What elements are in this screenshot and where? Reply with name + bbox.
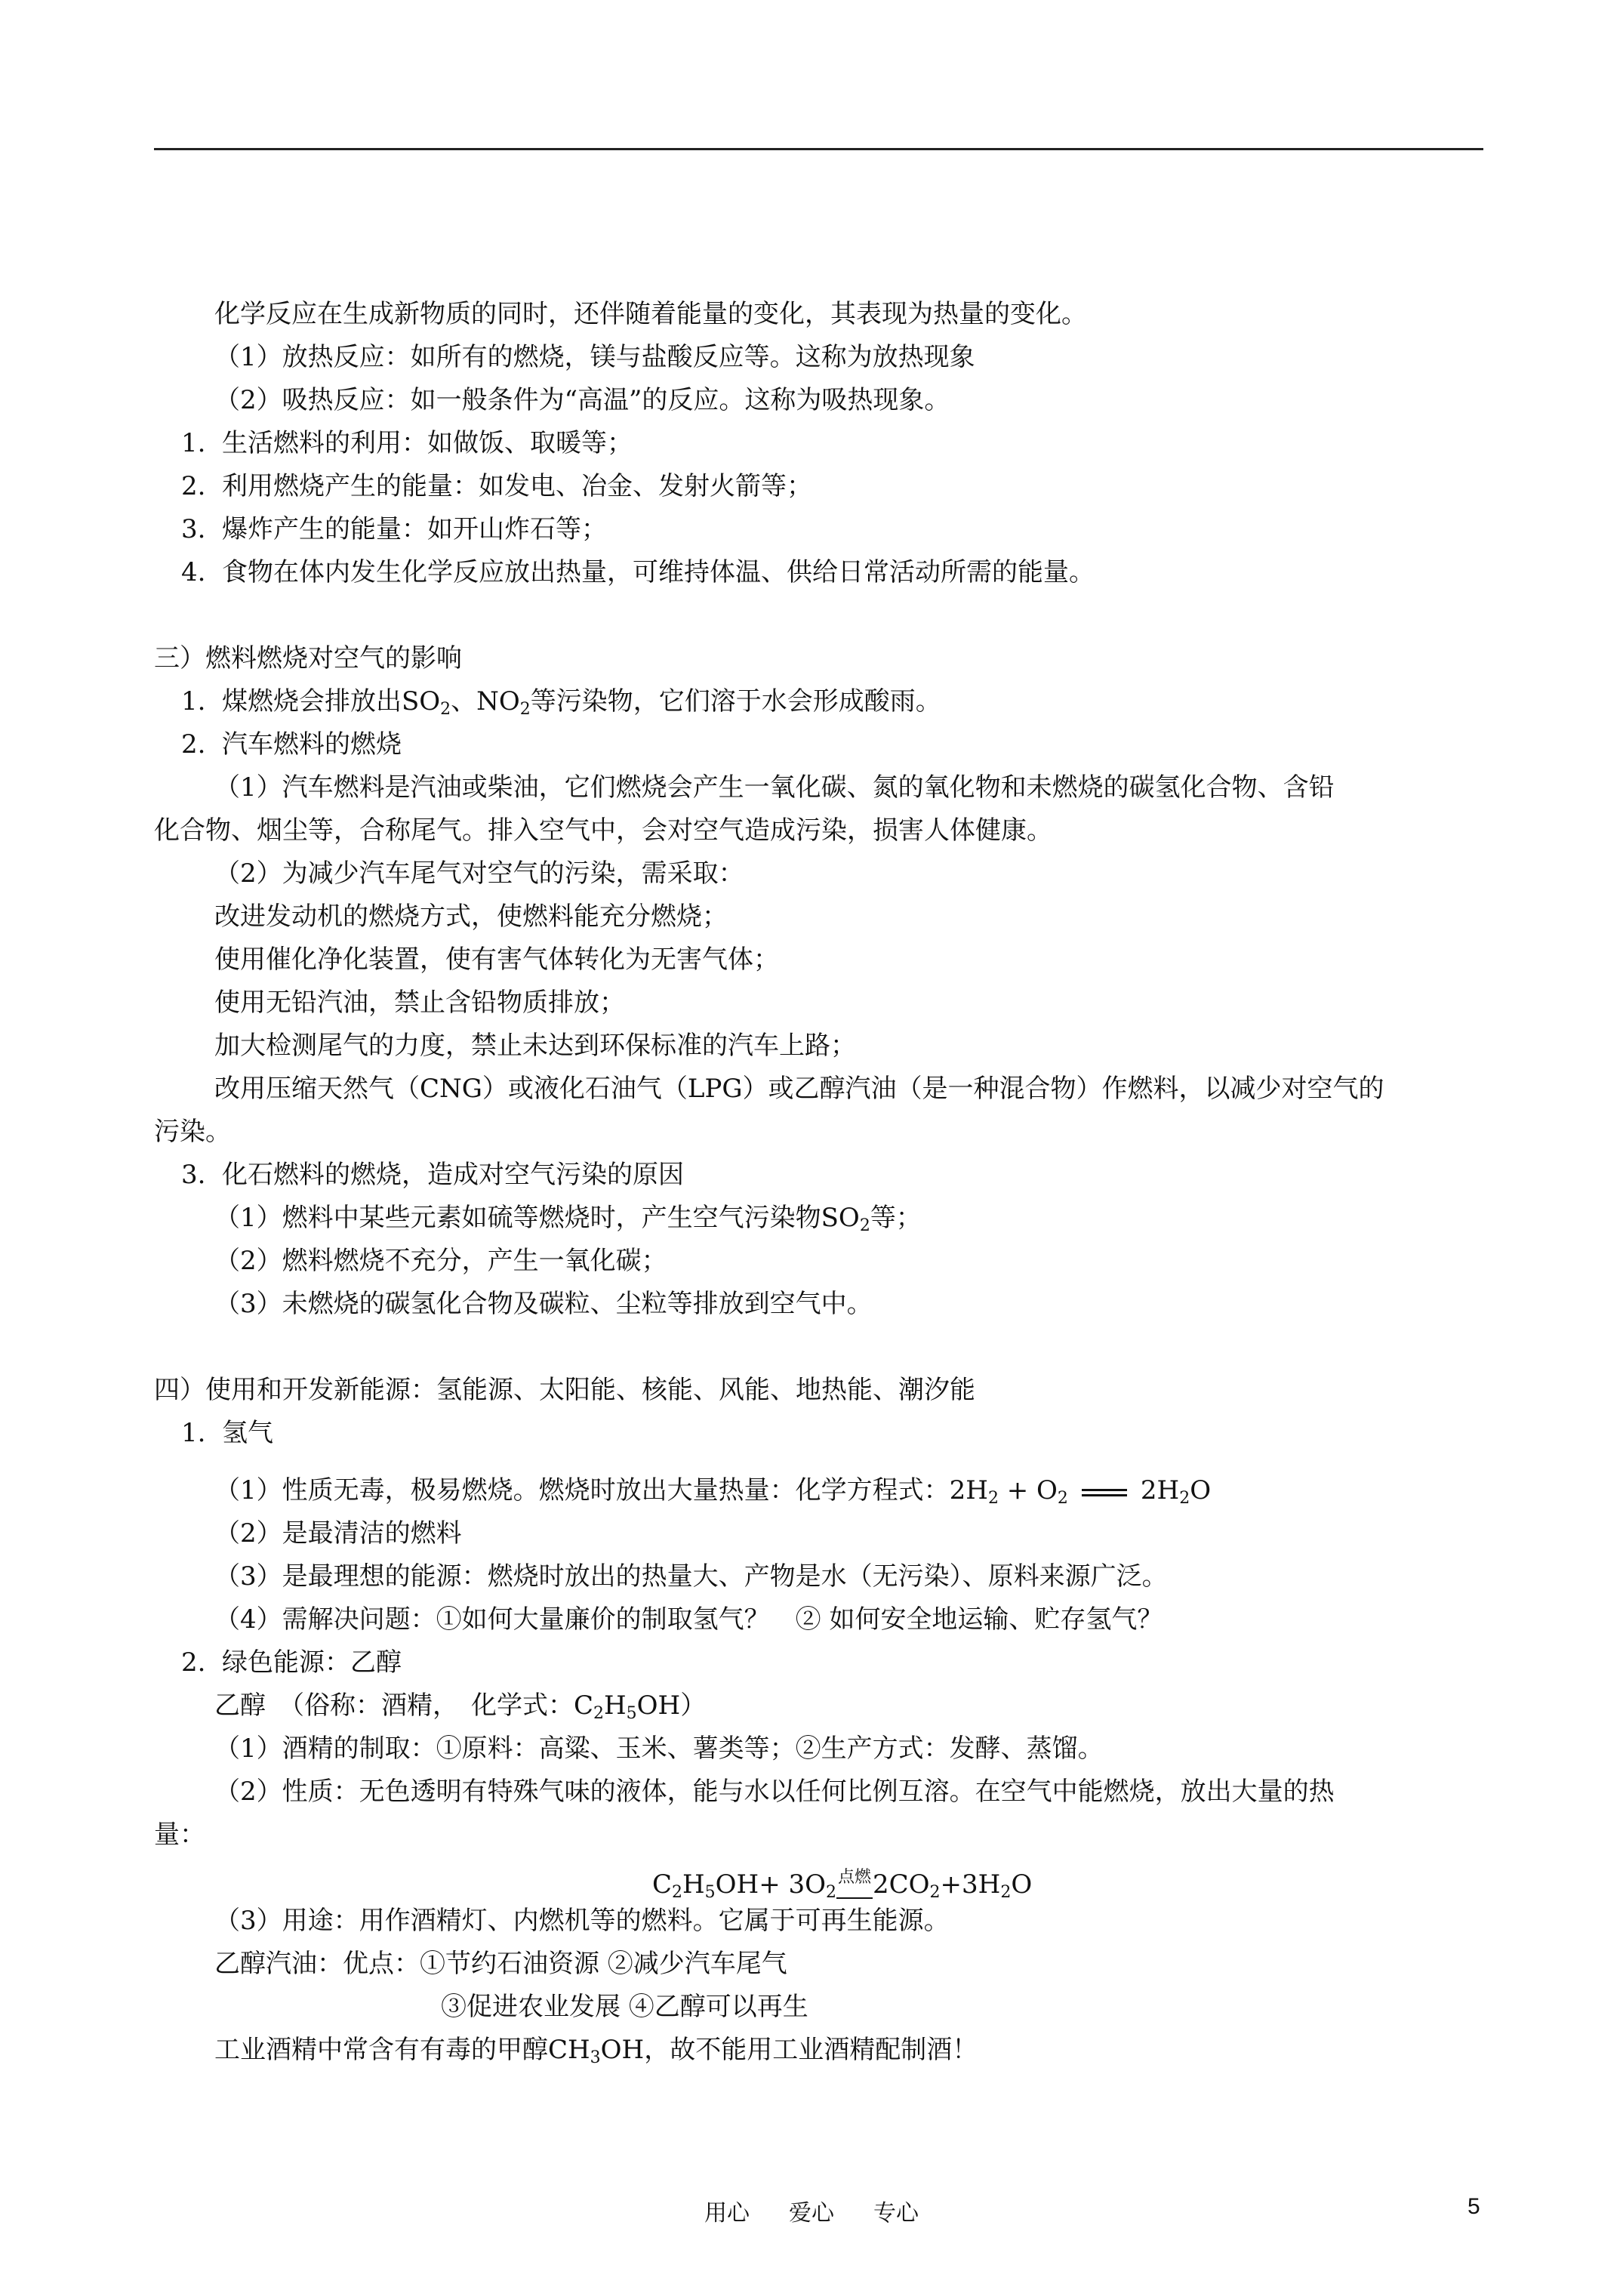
list-number: 1.: [181, 1418, 206, 1448]
paragraph: （2）是最清洁的燃料: [214, 1518, 462, 1549]
paragraph: （2）燃料燃烧不充分，产生一氧化碳；: [214, 1246, 667, 1276]
list-number: 4.: [181, 557, 206, 587]
paragraph: 量：: [154, 1820, 205, 1850]
paragraph: 使用催化净化装置，使有害气体转化为无害气体；: [214, 945, 779, 975]
list-item: 3. 爆炸产生的能量：如开山炸石等；: [181, 514, 607, 544]
list-number: 2.: [181, 729, 206, 760]
paragraph: （1）酒精的制取：①原料：高粱、玉米、薯类等；②生产方式：发酵、蒸馏。: [214, 1734, 1104, 1764]
list-number: 1.: [181, 428, 206, 458]
list-number: 2.: [181, 471, 206, 501]
reaction-condition: 点燃: [836, 1861, 873, 1894]
paragraph: 使用无铅汽油，禁止含铅物质排放；: [214, 988, 625, 1018]
paragraph: 改用压缩天然气（CNG）或液化石油气（LPG）或乙醇汽油（是一种混合物）作燃料，以减少对空气的: [214, 1074, 1384, 1104]
paragraph: ③促进农业发展 ④乙醇可以再生: [441, 1992, 808, 2022]
hydrogen-equation: $2H_2 + O_2$ $2H_2O$: [949, 1475, 1212, 1508]
paragraph: 乙醇 （俗称：酒精， 化学式：$C_2H_5OH$）: [214, 1690, 707, 1723]
paragraph: （4）需解决问题：①如何大量廉价的制取氢气？ ② 如何安全地运输、贮存氢气？: [214, 1604, 1163, 1635]
paragraph: （3）是最理想的能源：燃烧时放出的热量大、产物是水（无污染）、原料来源广泛。: [214, 1561, 1168, 1592]
paragraph: （3）未燃烧的碳氢化合物及碳粒、尘粒等排放到空气中。: [214, 1289, 873, 1319]
header-rule: [154, 148, 1483, 150]
paragraph: 污染。: [154, 1117, 231, 1147]
paragraph: 化学反应在生成新物质的同时，还伴随着能量的变化，其表现为热量的变化。: [214, 299, 1087, 329]
page-number: 5: [1467, 2194, 1480, 2219]
list-item: 2. 汽车燃料的燃烧: [181, 729, 402, 760]
paragraph: 工业酒精中常含有有毒的甲醇$CH_3OH$，故不能用工业酒精配制酒！: [214, 2035, 978, 2067]
equation-equals-sign: [1082, 1479, 1127, 1505]
paragraph: （1）燃料中某些元素如硫等燃烧时，产生空气污染物$SO_2$等；: [214, 1203, 922, 1235]
section-heading: 三）燃料燃烧对空气的影响: [154, 643, 462, 673]
paragraph: （1）性质无毒，极易燃烧。燃烧时放出大量热量：化学方程式：$2H_2 + O_2$ $2H_2O$: [214, 1475, 1212, 1508]
paragraph: （2）为减少汽车尾气对空气的污染，需采取：: [214, 858, 744, 889]
list-item: 1. 氢气: [181, 1418, 273, 1448]
section-heading: 四）使用和开发新能源：氢能源、太阳能、核能、风能、地热能、潮汐能: [154, 1375, 975, 1405]
list-number: 2.: [181, 1647, 206, 1678]
paragraph: 加大检测尾气的力度，禁止未达到环保标准的汽车上路；: [214, 1031, 856, 1061]
list-item: 1. 生活燃料的利用：如做饭、取暖等；: [181, 428, 633, 458]
list-item: 3. 化石燃料的燃烧，造成对空气污染的原因: [181, 1160, 684, 1190]
list-item: 4. 食物在体内发生化学反应放出热量，可维持体温、供给日常活动所需的能量。: [181, 557, 1095, 587]
list-item: 1. 煤燃烧会排放出$SO_2$、$NO_2$等污染物，它们溶于水会形成酸雨。: [181, 686, 941, 719]
footer-slogan: 用心 爱心 专心: [704, 2200, 919, 2227]
ethanol-combustion-equation: $C_2H_5OH+ 3O_2$点燃$2CO_2+3H_2O$: [652, 1861, 1032, 1901]
paragraph: （1）汽车燃料是汽油或柴油，它们燃烧会产生一氧化碳、氮的氧化物和未燃烧的碳氢化合物、含铅: [214, 772, 1335, 803]
paragraph: （2）吸热反应：如一般条件为“高温”的反应。这称为吸热现象。: [214, 385, 950, 415]
list-number: 3.: [181, 514, 206, 544]
paragraph: （1）放热反应：如所有的燃烧，镁与盐酸反应等。这称为放热现象: [214, 342, 975, 372]
paragraph: （2）性质：无色透明有特殊气味的液体，能与水以任何比例互溶。在空气中能燃烧，放出大量的热: [214, 1777, 1335, 1807]
paragraph: 化合物、烟尘等，合称尾气。排入空气中，会对空气造成污染，损害人体健康。: [154, 815, 1052, 846]
list-item: 2. 绿色能源：乙醇: [181, 1647, 402, 1678]
paragraph: 乙醇汽油：优点：①节约石油资源 ②减少汽车尾气: [214, 1949, 787, 1979]
list-number: 3.: [181, 1160, 206, 1190]
paragraph: 改进发动机的燃烧方式，使燃料能充分燃烧；: [214, 901, 728, 932]
list-number: 1.: [181, 686, 206, 717]
list-item: 2. 利用燃烧产生的能量：如发电、冶金、发射火箭等；: [181, 471, 812, 501]
paragraph: （3）用途：用作酒精灯、内燃机等的燃料。它属于可再生能源。: [214, 1906, 950, 1936]
